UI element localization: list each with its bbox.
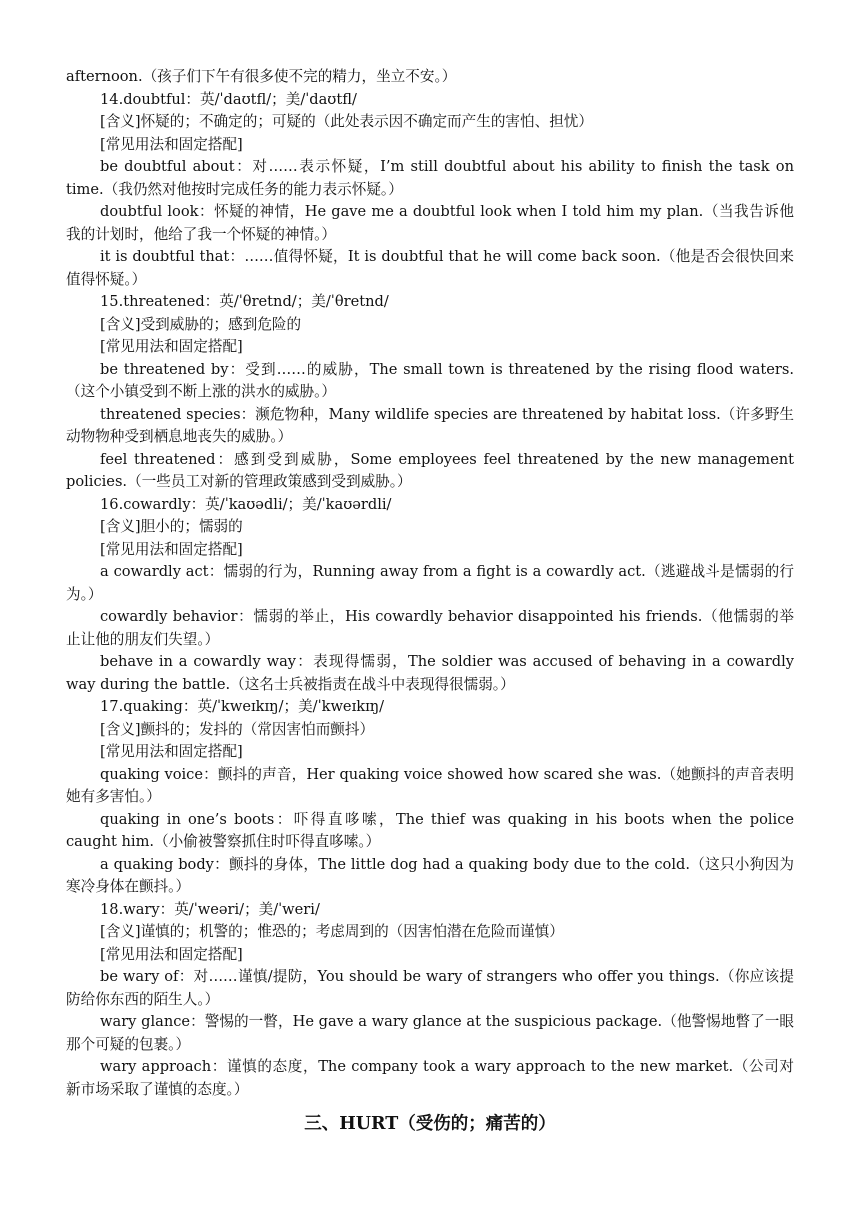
paragraph: it is doubtful that：……值得怀疑，It is doubtful that he will come back soon.（他是否会很快回来值得怀疑。） [66,248,794,288]
paragraph: be wary of：对……谨慎/提防，You should be wary of strangers who offer you things.（你应该提防给你东西的陌生人。） [66,968,794,1008]
paragraph: [常见用法和固定搭配] [100,945,243,963]
paragraph: [常见用法和固定搭配] [100,743,243,760]
document-body [66,66,794,1101]
paragraph: a quaking body：颤抖的身体，The little dog had a quaking body due to the cold.（这只小狗因为寒冷身体在颤抖。） [66,855,794,895]
paragraph: [含义]怀疑的；不确定的；可疑的（此处表示因不确定而产生的害怕、担忧） [100,113,593,130]
paragraph: doubtful look：怀疑的神情，He gave me a doubtful look when I told him my plan.（当我告诉他我的计划时，他给了我一个怀疑的神情。） [66,203,794,243]
paragraph: afternoon.（孩子们下午有很多使不完的精力，坐立不安。） [66,68,457,85]
paragraph: 15.threatened：英/ˈθretnd/；美/ˈθretnd/ [100,293,389,310]
paragraph: behave in a cowardly way：表现得懦弱，The soldier was accused of behaving in a cowardly way during the battle.（这名士兵被指责在战斗中表现得很懦弱。） [66,653,794,693]
paragraph: [常见用法和固定搭配] [100,338,243,355]
paragraph: threatened species：濒危物种，Many wildlife species are threatened by habitat loss.（许多野生动物物种受到栖息地丧失的威胁。） [66,405,794,445]
paragraph: wary glance：警惕的一瞥，He gave a wary glance at the suspicious package.（他警惕地瞥了一眼那个可疑的包裹。） [66,1013,794,1053]
paragraph: [常见用法和固定搭配] [100,540,243,558]
document-page [66,66,794,1137]
paragraph: cowardly behavior：懦弱的举止，His cowardly behavior disappointed his friends.（他懦弱的举止让他的朋友们失望。） [66,608,794,648]
paragraph: a cowardly act：懦弱的行为，Running away from a fight is a cowardly act.（逃避战斗是懦弱的行为。） [66,563,794,603]
paragraph: be threatened by：受到……的威胁，The small town is threatened by the rising flood waters.（这个小镇受到不断上涨的洪水的威胁。） [66,360,794,400]
paragraph: 18.wary：英/ˈweəri/；美/ˈweri/ [100,900,320,918]
paragraph: 16.cowardly：英/ˈkaʊədli/；美/ˈkaʊərdli/ [100,495,392,513]
paragraph: be doubtful about：对……表示怀疑，I’m still doubtful about his ability to finish the task on time.（我仍然对他按时完成任务的能力表示怀疑。） [66,158,794,198]
paragraph: 17.quaking：英/ˈkweɪkɪŋ/；美/ˈkweɪkɪŋ/ [100,698,385,715]
paragraph: [常见用法和固定搭配] [100,135,243,153]
paragraph: wary approach：谨慎的态度，The company took a wary approach to the new market.（公司对新市场采取了谨慎的态度。） [66,1058,794,1098]
paragraph: quaking voice：颤抖的声音，Her quaking voice showed how scared she was.（她颤抖的声音表明她有多害怕。） [66,765,794,805]
section-heading: 三、HURT（受伤的；痛苦的） [304,1114,556,1134]
paragraph: [含义]受到威胁的；感到危险的 [100,315,302,333]
paragraph: quaking in one’s boots：吓得直哆嗦，The thief was quaking in his boots when the police caught him.（小偷被警察抓住时吓得直哆嗦。） [66,810,794,850]
paragraph: feel threatened：感到受到威胁，Some employees feel threatened by the new management policies.（一些员工对新的管理政策感到受到威胁。） [66,450,794,490]
paragraph: [含义]谨慎的；机警的；惟恐的；考虑周到的（因害怕潜在危险而谨慎） [100,923,564,940]
paragraph: [含义]颤抖的；发抖的（常因害怕而颤抖） [100,720,375,738]
paragraph: [含义]胆小的；懦弱的 [100,518,243,535]
paragraph: 14.doubtful：英/ˈdaʊtfl/；美/ˈdaʊtfl/ [100,90,357,108]
